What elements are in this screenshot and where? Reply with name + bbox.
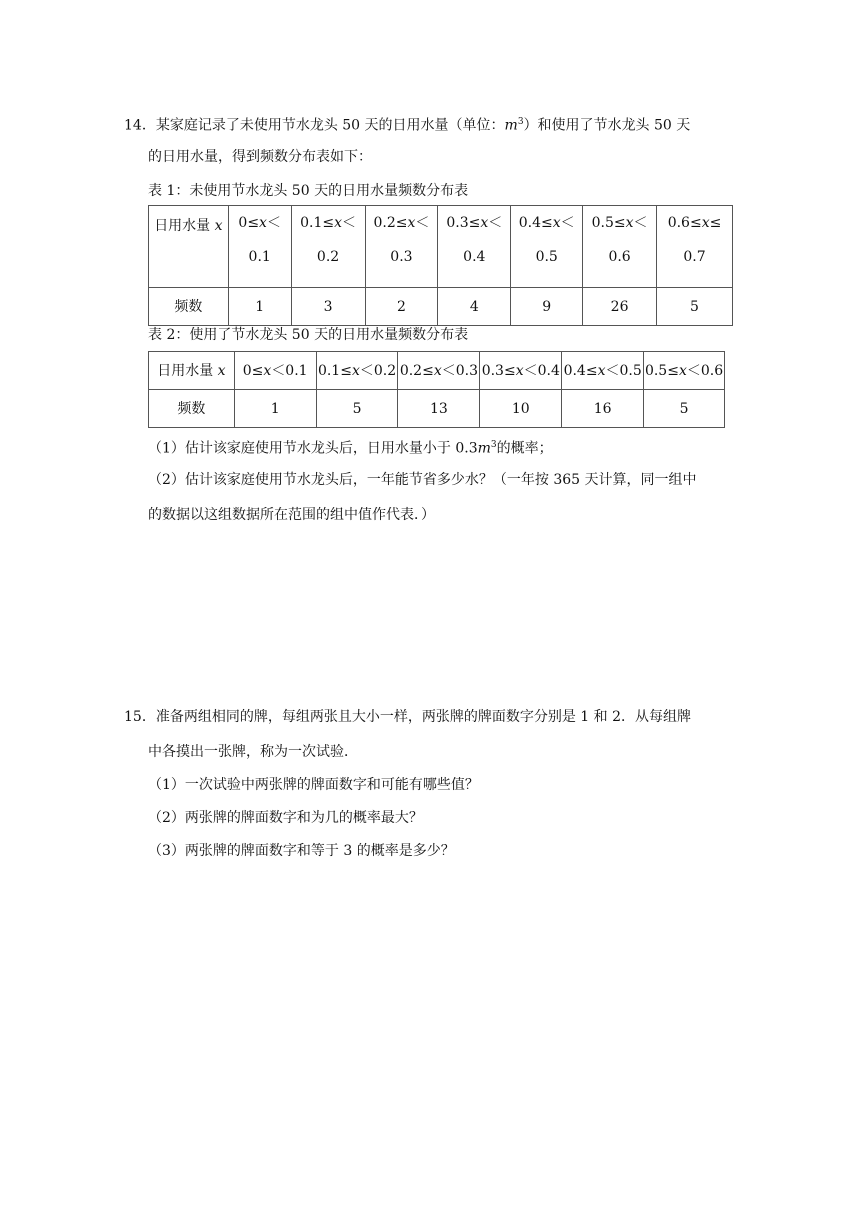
- table-2-frequency-cell: 10: [480, 390, 562, 428]
- frequency-table-2: [148, 351, 725, 428]
- question-15-part-1: （1）一次试验中两张牌的牌面数字和可能有哪些值？: [148, 777, 479, 793]
- table-1-interval-cell: 0.1≤x＜ 0.2: [291, 206, 365, 288]
- table-1-frequency-cell: 4: [438, 288, 511, 326]
- table-2-interval-cell: 0.2≤x＜0.3: [398, 352, 480, 390]
- table-2-frequency-cell: 5: [644, 390, 725, 428]
- table-2-interval-cell: 0.1≤x＜0.2: [316, 352, 398, 390]
- question-15-stem-line1: 15．准备两组相同的牌，每组两张且大小一样，两张牌的牌面数字分别是 1 和 2．从每组牌: [124, 709, 691, 725]
- table-1-frequency-cell: 1: [228, 288, 291, 326]
- table-1-frequency-label: 频数: [149, 288, 229, 326]
- table-1-interval-cell: 0≤x＜ 0.1: [228, 206, 291, 288]
- question-14-part-2-line2: 的数据以这组数据所在范围的组中值作代表．）: [148, 507, 435, 523]
- question-14-stem-line2: 的日用水量，得到频数分布表如下：: [148, 149, 372, 165]
- table-2-frequency-label: 频数: [149, 390, 235, 428]
- frequency-table-1: [148, 205, 733, 326]
- question-15-part-3: （3）两张牌的牌面数字和等于 3 的概率是多少？: [148, 843, 455, 859]
- table-2-frequency-cell: 5: [316, 390, 398, 428]
- table-2-header-cell: 日用水量 x: [149, 352, 235, 390]
- table-2-frequency-row: [149, 390, 725, 428]
- table-1-frequency-cell: 9: [511, 288, 583, 326]
- table-1-frequency-cell: 2: [365, 288, 438, 326]
- question-14-number: 14．: [124, 117, 156, 134]
- table-1-caption: 表 1：未使用节水龙头 50 天的日用水量频数分布表: [148, 183, 469, 199]
- table-1-interval-row: [149, 206, 733, 288]
- question-14-stem-line1: 14．某家庭记录了未使用节水龙头 50 天的日用水量（单位：$m^3$）和使用了节水龙头 50 天: [124, 117, 691, 134]
- table-2-interval-cell: 0.4≤x＜0.5: [562, 352, 644, 390]
- table-1-header-cell: 日用水量 x: [149, 206, 229, 288]
- question-15-stem-line2: 中各摸出一张牌，称为一次试验．: [148, 744, 358, 760]
- table-2-interval-cell: 0.3≤x＜0.4: [480, 352, 562, 390]
- question-14-part-1: （1）估计该家庭使用节水龙头后，日用水量小于 $0.3m^3$的概率；: [148, 440, 553, 457]
- table-1-interval-cell: 0.4≤x＜ 0.5: [511, 206, 583, 288]
- table-2-frequency-cell: 16: [562, 390, 644, 428]
- question-15-part-2: （2）两张牌的牌面数字和为几的概率最大？: [148, 810, 423, 826]
- table-1-interval-cell: 0.5≤x＜ 0.6: [583, 206, 657, 288]
- table-1-frequency-cell: 26: [583, 288, 657, 326]
- table-1-interval-cell: 0.6≤x≤ 0.7: [657, 206, 733, 288]
- table-1-interval-cell: 0.2≤x＜ 0.3: [365, 206, 438, 288]
- table-2-caption: 表 2：使用了节水龙头 50 天的日用水量频数分布表: [148, 327, 469, 343]
- table-2-frequency-cell: 13: [398, 390, 480, 428]
- table-2-frequency-cell: 1: [234, 390, 316, 428]
- table-2-interval-cell: 0≤x＜0.1: [234, 352, 316, 390]
- question-14-part-2-line1: （2）估计该家庭使用节水龙头后，一年能节省多少水？（一年按 365 天计算，同一组中: [148, 472, 697, 488]
- table-1-frequency-cell: 5: [657, 288, 733, 326]
- table-2-interval-row: [149, 352, 725, 390]
- table-1-interval-cell: 0.3≤x＜ 0.4: [438, 206, 511, 288]
- table-2-interval-cell: 0.5≤x＜0.6: [644, 352, 725, 390]
- question-15-number: 15．: [124, 709, 156, 725]
- table-1-frequency-cell: 3: [291, 288, 365, 326]
- table-1-frequency-row: [149, 288, 733, 326]
